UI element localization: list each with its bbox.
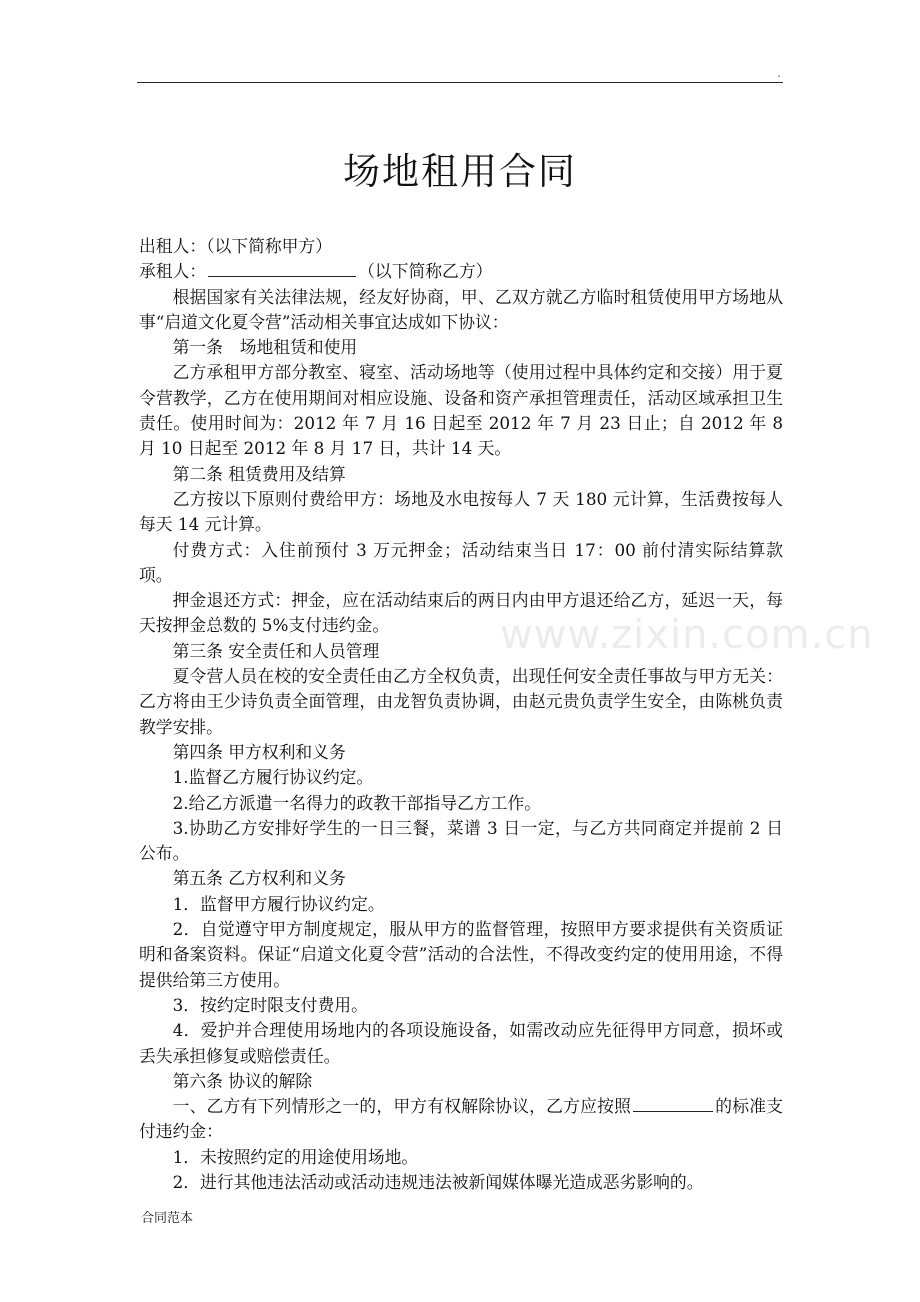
article-5-heading: 第五条 乙方权利和义务 — [172, 868, 346, 889]
contract-title: 场地租用合同 — [343, 150, 577, 193]
article-3-heading: 第三条 安全责任和人员管理 — [172, 640, 380, 661]
article-6-item-2: 2．进行其他违法活动或活动违规违法被新闻媒体曝光造成恶劣影响的。 — [172, 1171, 704, 1192]
article-2-fees: 乙方按以下原则付费给甲方：场地及水电按每人 7 天 180 元计算，生活费按每人每天 14 元计算。 — [139, 488, 783, 535]
preamble: 根据国家有关法律法规，经友好协商，甲、乙双方就乙方临时租赁使用甲方场地从事“启道文化夏令营”活动相关事宜达成如下协议： — [139, 286, 783, 332]
header-rule — [137, 82, 783, 83]
lessee-blank — [208, 260, 356, 278]
article-5-item-3: 3．按约定时限支付费用。 — [172, 994, 368, 1015]
article-4-item-2: 2.给乙方派遣一名得力的政教干部指导乙方工作。 — [172, 792, 542, 813]
article-6-item-1: 1．未按照约定的用途使用场地。 — [172, 1146, 419, 1167]
clause-prefix: 一、乙方有下列情形之一的，甲方有权解除协议，乙方应按照 — [172, 1096, 632, 1117]
article-4-item-1: 1.监督乙方履行协议约定。 — [172, 767, 374, 788]
article-5-item-2: 2．自觉遵守甲方制度规定，服从甲方的监督管理，按照甲方要求提供有关资质证明和备案资料。保证“启道文化夏令营”活动的合法性，不得改变约定的使用用途，不得提供给第三方使用。 — [139, 919, 783, 990]
lessee-suffix: （以下简称乙方） — [358, 261, 493, 282]
article-5-item-1: 1．监督甲方履行协议约定。 — [172, 893, 385, 914]
header-dot: . — [777, 66, 781, 80]
article-1-text: 乙方承租甲方部分教室、寝室、活动场地等（使用过程中具体约定和交接）用于夏令营教学，乙方在使用期间对相应设施、设备和资产承担管理责任，活动区域承担卫生责任。使用时间为：2012 年 7 月 16 日起至 2012 年 7 月 23 日止；自 2012 年 8 月 10 日起至 2012 年 8 月 17 日，共计 14 天。 — [139, 362, 783, 459]
article-2-deposit: 押金退还方式：押金，应在活动结束后的两日内由甲方退还给乙方，延迟一天，每天按押金总数的 5%支付违约金。 — [139, 590, 783, 636]
article-5-item-4: 4．爱护并合理使用场地内的各项设施设备，如需改动应先征得甲方同意，损坏或丢失承担修复或赔偿责任。 — [139, 1020, 783, 1066]
article-6-heading: 第六条 协议的解除 — [172, 1070, 313, 1091]
article-6-clause-1 — [139, 1094, 783, 1145]
article-4-item-3: 3.协助乙方安排好学生的一日三餐，菜谱 3 日一定，与乙方共同商定并提前 2 日公布。 — [139, 817, 783, 864]
penalty-blank — [633, 1094, 713, 1112]
article-2-payment: 付费方式：入住前预付 3 万元押金；活动结束当日 17：00 前付清实际结算款项。 — [139, 539, 783, 585]
clause-suffix: 的标准支付违约金： — [139, 1096, 783, 1142]
article-4-heading: 第四条 甲方权利和义务 — [172, 741, 346, 762]
lessee-label: 承租人： — [139, 261, 207, 282]
footer-label: 合同范本 — [141, 1211, 194, 1226]
lessor-line: 出租人：（以下简称甲方） — [139, 236, 332, 256]
contract-body — [139, 234, 783, 1195]
article-2-heading: 第二条 租赁费用及结算 — [172, 463, 346, 484]
article-1-heading: 第一条 场地租赁和使用 — [172, 337, 358, 358]
watermark: www.zixin.com.cn — [500, 612, 874, 658]
lessee-line — [139, 259, 783, 284]
article-3-text: 夏令营人员在校的安全责任由乙方全权负责，出现任何安全责任事故与甲方无关：乙方将由王少诗负责全面管理，由龙智负责协调，由赵元贵负责学生安全，由陈桃负责教学安排。 — [139, 666, 783, 737]
